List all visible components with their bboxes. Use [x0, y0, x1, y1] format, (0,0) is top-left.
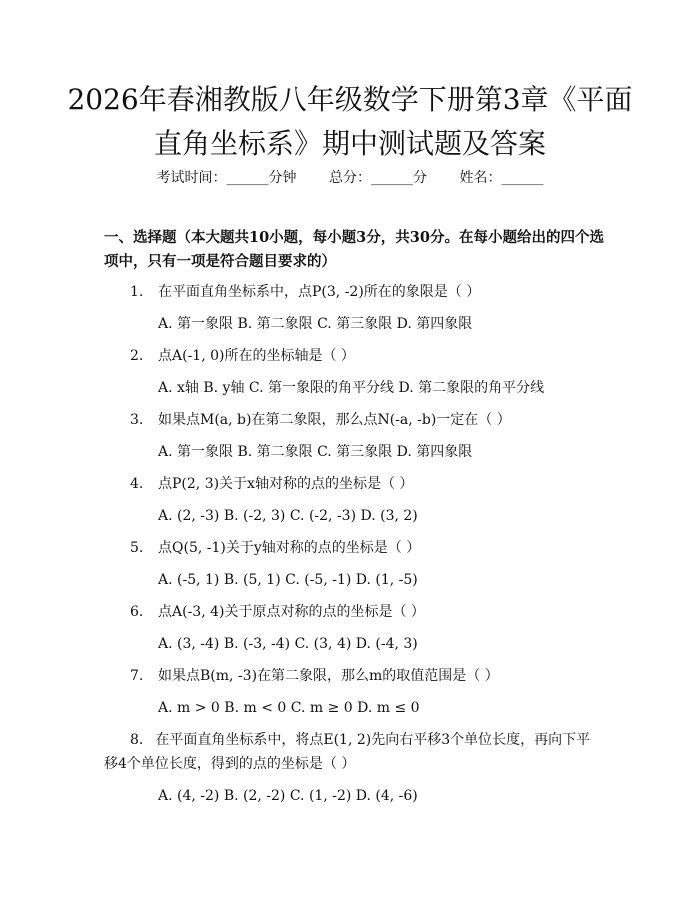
question-number: 5.	[130, 540, 144, 556]
section-heading: 一、选择题（本大题共10小题，每小题3分，共30分。在每小题给出的四个选项中，只有一项是符合题目要求的）	[104, 229, 604, 270]
question-text: 点Q(5, -1)关于y轴对称的点的坐标是（ ）	[158, 540, 421, 556]
question-8-options: A. (4, -2) B. (2, -2) C. (1, -2) D. (4, -6)	[158, 788, 418, 804]
question-number: 6.	[130, 604, 144, 620]
question-text: 如果点B(m, -3)在第二象限，那么m的取值范围是（ ）	[158, 668, 499, 684]
question-5-options: A. (-5, 1) B. (5, 1) C. (-5, -1) D. (1, -5)	[158, 572, 418, 588]
question-text: 如果点M(a, b)在第二象限，那么点N(-a, -b)一定在（ ）	[158, 412, 511, 428]
question-text: 点A(-3, 4)关于原点对称的点的坐标是（ ）	[158, 604, 425, 620]
question-8	[104, 728, 596, 776]
question-6-options: A. (3, -4) B. (-3, -4) C. (3, 4) D. (-4, 3)	[158, 636, 418, 652]
document-title: 2026年春湘教版八年级数学下册第3章《平面直角坐标系》期中测试题及答案	[67, 83, 633, 160]
question-text: 点A(-1, 0)所在的坐标轴是（ ）	[158, 348, 355, 364]
question-text: 在平面直角坐标系中，将点E(1, 2)先向右平移3个单位长度，再向下平移4个单位长度，得到的点的坐标是（ ）	[104, 732, 591, 772]
exam-score: 总分：______分	[329, 170, 427, 186]
exam-name: 姓名：______	[459, 170, 544, 186]
exam-info	[0, 168, 700, 188]
question-number: 2.	[130, 348, 144, 364]
question-text: 在平面直角坐标系中，点P(3, -2)所在的象限是（ ）	[158, 284, 481, 300]
question-7-options: A. m > 0 B. m < 0 C. m ≥ 0 D. m ≤ 0	[158, 700, 420, 716]
question-number: 1.	[130, 284, 144, 300]
question-number: 8.	[130, 732, 144, 748]
question-number: 3.	[130, 412, 144, 428]
question-3-options: A. 第一象限 B. 第二象限 C. 第三象限 D. 第四象限	[158, 444, 473, 460]
question-number: 7.	[130, 668, 144, 684]
exam-time: 考试时间：______分钟	[156, 170, 297, 186]
question-number: 4.	[130, 476, 144, 492]
question-2-options: A. x轴 B. y轴 C. 第一象限的角平分线 D. 第二象限的角平分线	[158, 380, 545, 396]
question-4-options: A. (2, -3) B. (-2, 3) C. (-2, -3) D. (3, 2)	[158, 508, 418, 524]
question-1-options: A. 第一象限 B. 第二象限 C. 第三象限 D. 第四象限	[158, 316, 473, 332]
question-text: 点P(2, 3)关于x轴对称的点的坐标是（ ）	[158, 476, 414, 492]
